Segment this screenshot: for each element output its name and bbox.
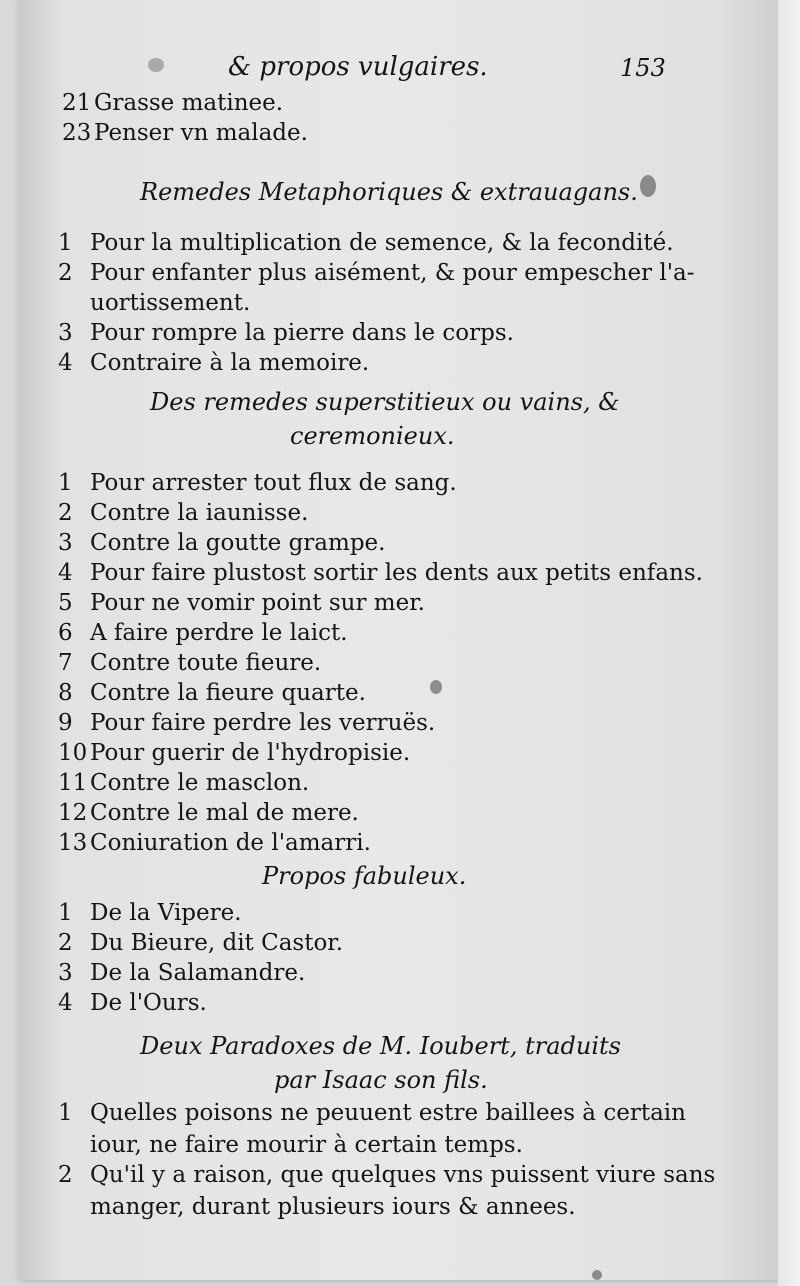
list-item [58,992,207,1015]
item-text: Qu'il y a raison, que quelques vns puissent viure sans [90,1162,716,1188]
list-item [58,832,371,855]
item-text: Du Bieure, dit Castor. [90,930,344,956]
item-text: Pour arrester tout flux de sang. [90,470,457,496]
list-item [58,472,457,495]
running-header: & propos vulgaires. [228,52,488,82]
item-text: Contre le masclon. [90,770,310,796]
section-heading: ceremonieux. [290,422,455,450]
item-number: 3 [58,960,73,986]
list-item [58,902,242,925]
item-text: Pour guerir de l'hydropisie. [90,740,411,766]
list-item-continuation [58,292,250,315]
item-text: Contre toute fieure. [90,650,322,676]
item-text: Quelles poisons ne peuuent estre baillees à certain [90,1100,686,1126]
section-heading: par Isaac son fils. [274,1066,488,1094]
item-text: iour, ne faire mourir à certain temps. [90,1132,523,1158]
section-heading: Remedes Metaphoriques & extrauagans. [140,178,638,206]
item-number: 3 [58,320,73,346]
list-item [62,92,283,115]
list-item-continuation [58,1134,523,1157]
list-item [58,1164,715,1187]
list-item [58,772,309,795]
list-item [58,262,695,285]
list-item [58,562,703,585]
item-number: 4 [58,350,73,376]
item-text: Pour faire plustost sortir les dents aux petits enfans. [90,560,703,586]
item-text: uortissement. [90,290,251,316]
list-item [58,712,435,735]
item-text: manger, durant plusieurs iours & annees. [90,1194,576,1220]
item-number: 5 [58,590,73,616]
item-number: 11 [58,770,88,796]
item-text: De la Salamandre. [90,960,306,986]
item-number: 7 [58,650,73,676]
item-number: 1 [58,1100,73,1126]
ink-stain [592,1270,602,1280]
item-text: Contre la fieure quarte. [90,680,366,706]
section-heading: Deux Paradoxes de M. Ioubert, traduits [140,1032,621,1060]
list-item [58,962,305,985]
item-text: Pour ne vomir point sur mer. [90,590,425,616]
item-number: 2 [58,930,73,956]
list-item [62,122,308,145]
item-number: 2 [58,500,73,526]
list-item [58,532,385,555]
item-text: Pour rompre la pierre dans le corps. [90,320,514,346]
item-number: 4 [58,990,73,1016]
list-item [58,352,369,375]
item-text: Coniuration de l'amarri. [90,830,371,856]
list-item [58,802,359,825]
item-text: Pour la multiplication de semence, & la fecondité. [90,230,674,256]
page-number: 153 [620,54,666,82]
ink-stain [430,680,442,694]
item-number: 3 [58,530,73,556]
item-number: 2 [58,260,73,286]
item-text: Pour enfanter plus aisément, & pour empescher l'a- [90,260,695,286]
list-item [58,682,366,705]
item-text: De la Vipere. [90,900,242,926]
item-number: 8 [58,680,73,706]
section-heading: Des remedes superstitieux ou vains, & [150,388,620,416]
item-text: Pour faire perdre les verruës. [90,710,436,736]
item-text: Contre la goutte grampe. [90,530,386,556]
item-number: 1 [58,470,73,496]
item-number: 12 [58,800,88,826]
item-text: A faire perdre le laict. [90,620,348,646]
item-number: 23 [62,120,92,146]
list-item-continuation [58,1196,576,1219]
ink-stain-ornament [148,58,164,72]
list-item [58,932,343,955]
list-item [58,232,674,255]
item-text: Contre la iaunisse. [90,500,309,526]
item-number: 6 [58,620,73,646]
item-text: Contre le mal de mere. [90,800,359,826]
item-text: De l'Ours. [90,990,207,1016]
list-item [58,742,410,765]
item-text: Grasse matinee. [94,90,284,116]
item-number: 2 [58,1162,73,1188]
section-heading: Propos fabuleux. [262,862,467,890]
list-item [58,1102,686,1125]
list-item [58,502,308,525]
item-text: Contraire à la memoire. [90,350,370,376]
item-number: 9 [58,710,73,736]
list-item [58,652,321,675]
item-text: Penser vn malade. [94,120,308,146]
item-number: 10 [58,740,88,766]
item-number: 1 [58,230,73,256]
item-number: 21 [62,90,92,116]
item-number: 1 [58,900,73,926]
list-item [58,592,425,615]
item-number: 4 [58,560,73,586]
list-item [58,622,348,645]
item-number: 13 [58,830,88,856]
ink-stain [640,175,656,197]
list-item [58,322,514,345]
